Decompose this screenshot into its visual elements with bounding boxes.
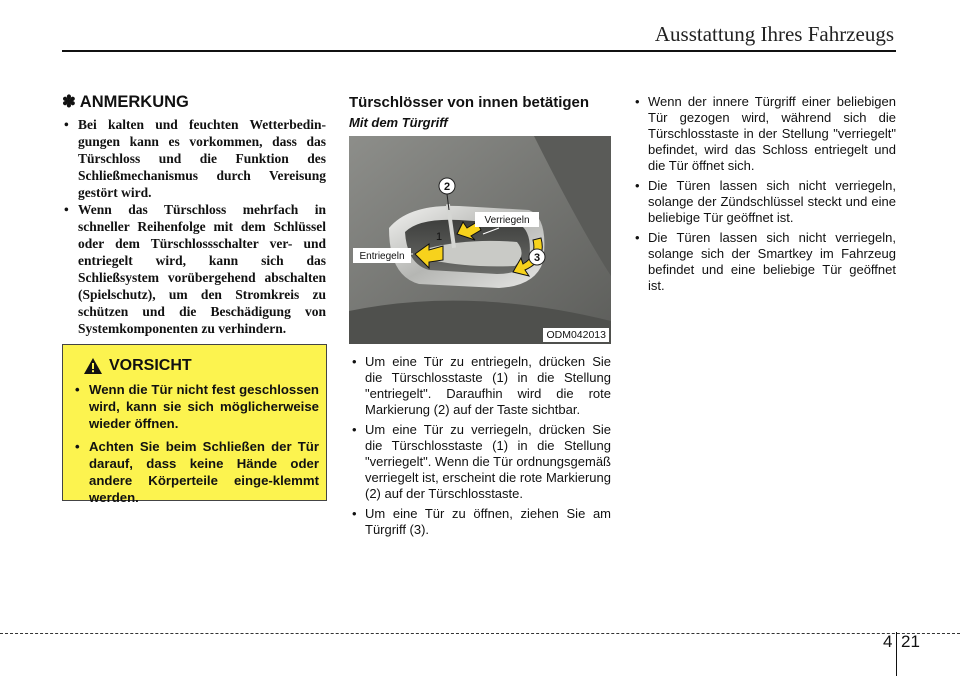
note-title: ✽ ANMERKUNG (62, 93, 189, 111)
page-number-divider (896, 632, 897, 676)
caution-item: • Achten Sie beim Schließen der Tür darauf, dass keine Hände oder andere Körperteile einge-klemmt werden. (75, 438, 319, 506)
column3-item: • Die Türen lassen sich nicht verriegeln, solange der Zündschlüssel steckt und eine beliebige Tür geöffnet ist. (632, 178, 896, 226)
note-item: • Wenn das Türschloss mehrfach in schneller Reihenfolge mit dem Schlüssel oder dem Türschlossschalter ver- und entriegelt wird, kann sich das Schließsystem vorübergehend abschalten (Spielschutz), um den Stromkreis zu schützen und die Beschädigung von Systemkomponenten zu verhindern. (62, 201, 326, 337)
column2-list (349, 354, 611, 542)
note-item: • Bei kalten und feuchten Wetterbedin-gungen kann es vorkommen, dass das Türschloss und die Funktion des Schließmechanismus durch Vereisung gestört wird. (62, 116, 326, 201)
header-rule (62, 50, 896, 52)
figure-number-3: 3 (533, 252, 541, 264)
figure-number-2: 2 (443, 181, 451, 193)
figure-number-1: 1 (435, 231, 443, 243)
caution-title: VORSICHT (109, 357, 192, 374)
warning-icon (83, 357, 103, 375)
note-list (62, 116, 326, 337)
column2-item: • Um eine Tür zu verriegeln, drücken Sie die Türschlosstaste (1) in die Stellung "verriegelt". Wenn die Tür ordnungsgemäß verriegelt ist, erscheint die rote Markierung (2) auf der Türschlosstaste. (349, 422, 611, 502)
section-title: Türschlösser von innen betätigen (349, 94, 590, 111)
caution-box (62, 344, 327, 505)
section-subtitle: Mit dem Türgriff (349, 115, 448, 130)
caution-item: • Wenn die Tür nicht fest geschlossen wird, kann sie sich möglicherweise wieder öffnen. (75, 381, 319, 432)
figure-label-lock: Verriegeln (484, 215, 530, 226)
column3-list (632, 94, 896, 298)
column2-item: • Um eine Tür zu öffnen, ziehen Sie am Türgriff (3). (349, 506, 611, 538)
running-header-title: Ausstattung Ihres Fahrzeugs (654, 22, 894, 46)
column3-item: • Wenn der innere Türgriff einer beliebigen Tür gezogen wird, während sich die Türschlosstaste in der Stellung "verriegelt" befindet, wird das Schloss entriegelt und die Tür öffnet sich. (632, 94, 896, 174)
caution-list (75, 381, 319, 512)
door-handle-figure (349, 136, 611, 344)
column3-item: • Die Türen lassen sich nicht verriegeln, solange sich der Smartkey im Fahrzeug befindet und eine beliebige Tür geöffnet ist. (632, 230, 896, 294)
page-number: 21 (901, 632, 920, 651)
caution-header (83, 357, 192, 375)
chapter-number: 4 (883, 632, 893, 651)
column2-item: • Um eine Tür zu entriegeln, drücken Sie die Türschlosstaste (1) in die Stellung "entriegelt". Daraufhin wird die rote Markierung (2) auf der Taste sichtbar. (349, 354, 611, 418)
figure-code: ODM042013 (543, 328, 609, 342)
door-handle-illustration (349, 136, 611, 344)
figure-label-unlock: Entriegeln (359, 251, 405, 262)
footer-dashed-rule (0, 633, 960, 634)
